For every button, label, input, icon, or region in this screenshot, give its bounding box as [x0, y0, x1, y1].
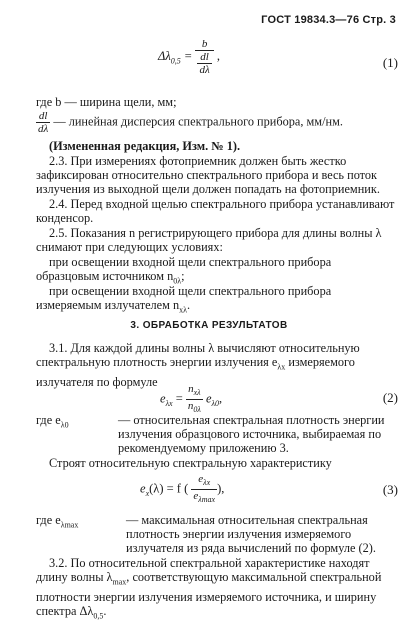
- formula-3-arg: (λ) = f (: [149, 481, 189, 496]
- paragraph-2-5-b: [36, 284, 396, 318]
- formula-2-den: n: [187, 400, 194, 413]
- formula-2-den-sub: 0λ: [193, 405, 201, 415]
- def3-label: где e: [36, 413, 61, 427]
- formula-3-den-sub: λmax: [198, 495, 216, 505]
- formula-1-lhs: Δλ: [158, 48, 171, 63]
- formula-2-number: (2): [382, 390, 398, 405]
- def3-sub: λ0: [60, 420, 69, 430]
- p25b-text: при освещении входной щели спектрального прибора измеряемым излучателем n: [36, 284, 332, 313]
- page-header: ГОСТ 19834.3—76 Стр. 3: [261, 14, 396, 26]
- p25b-sub: xλ: [179, 305, 188, 315]
- p25a-end: ;: [181, 269, 185, 284]
- def-b-text: b — ширина щели, мм;: [55, 95, 177, 109]
- formula-3-fraction: [191, 473, 217, 506]
- formula-2-lhs: e: [160, 391, 166, 406]
- p31-text: 3.1. Для каждой длины волны λ вычисляют относительную спектральную плотность энергии излучения e: [36, 341, 360, 370]
- formula-1-den: [195, 51, 213, 76]
- def4-label: где e: [36, 513, 61, 527]
- paragraph-build: Строят относительную спектральную характеристику: [49, 456, 332, 470]
- p25b-end: .: [187, 298, 191, 313]
- formula-2-rhs: e: [205, 391, 212, 406]
- def4-sub: λmax: [60, 520, 79, 530]
- def3-text: — относительная спектральная плотность энергии излучения образцового источника, выбираемая по рекомендуемому приложению 3.: [118, 413, 385, 456]
- formula-1-fraction: [195, 38, 213, 76]
- definition-dispersion: [36, 110, 396, 135]
- definition-e-lambda0: [36, 413, 396, 456]
- definition-b: [36, 95, 396, 109]
- formula-3-close: ),: [217, 481, 225, 496]
- section-3-title: 3. ОБРАБОТКА РЕЗУЛЬТАТОВ: [130, 320, 288, 331]
- p32-end2: .: [103, 604, 107, 619]
- formula-2-rhs-sub: λ0: [211, 399, 220, 409]
- formula-1-eq: =: [183, 48, 193, 63]
- def2-text: — линейная дисперсия спектрального прибора, мм/нм.: [53, 114, 343, 129]
- formula-1: $\Delta\lambda_{0,5}$ = $\frac{b}{\frac{dl}{d\lambda}}$ ,: [158, 38, 220, 76]
- formula-1-lhs-sub: 0,5: [170, 56, 181, 66]
- formula-3-lhs-sub: x: [145, 489, 150, 499]
- paragraph-3-1: [36, 341, 396, 389]
- def-intro: где: [36, 95, 53, 109]
- p32-end: , соответствующую максимальной спектральной плотности энергии излучения измеряемого источника, и ширину спектра Δλ: [36, 570, 382, 619]
- paragraph-2-3: 2.3. При измерениях фотоприемник должен быть жестко зафиксирован относительно спектрального прибора и весь поток излучения из выходной щели должен попадать на фотоприемник.: [36, 154, 380, 197]
- formula-3-number: (3): [382, 482, 398, 497]
- formula-2-lhs-sub: λx: [165, 399, 173, 409]
- paragraph-2-5: 2.5. Показания n регистрирующего прибора для длины волны λ снимают при следующих условиях:: [36, 226, 382, 255]
- formula-2-fraction: [186, 383, 203, 416]
- formula-1-den-bot: dλ: [199, 64, 210, 76]
- paragraph-2-4: 2.4. Перед входной щелью спектрального прибора устанавливают конденсор.: [36, 197, 395, 226]
- def2-den: dλ: [38, 123, 49, 135]
- def4-text: — максимальная относительная спектральная плотность энергии излучения измеряемого излучателя из ряда вычислений по формуле (2).: [126, 513, 376, 556]
- formula-2: $e_{\lambda x}$ = $\frac{n_{x\lambda}}{n_{0\lambda}}$ $e_{\lambda 0}$,: [160, 383, 223, 415]
- definition-e-lambdamax: [36, 513, 396, 556]
- formula-1-num: b: [195, 38, 213, 51]
- p31-end: измеряемого излучателя по формуле: [36, 355, 355, 389]
- def2-num: dl: [36, 110, 50, 123]
- p32-sub2: 0,5: [93, 611, 104, 621]
- formula-2-num-sub: xλ: [193, 388, 201, 398]
- p31-sub: λx: [277, 362, 286, 372]
- formula-2-num: n: [188, 383, 194, 395]
- p32-text: 3.2. По относительной спектральной характеристике находят длину волны λ: [36, 556, 370, 585]
- formula-3: [140, 473, 224, 506]
- formula-3-num-sub: λx: [203, 478, 211, 488]
- formula-1-number: (1): [382, 55, 398, 70]
- p32-sub: max: [112, 577, 127, 587]
- p25a-text: при освещении входной щели спектрального прибора образцовым источником n: [36, 255, 332, 284]
- formula-3-den: e: [193, 490, 199, 503]
- formula-1-den-top: dl: [197, 51, 211, 64]
- formula-3-num: e: [198, 473, 204, 485]
- p25a-sub: 0λ: [173, 276, 182, 286]
- formula-3-lhs: e: [140, 481, 146, 496]
- revision-note-1: (Измененная редакция, Изм. № 1).: [49, 139, 241, 153]
